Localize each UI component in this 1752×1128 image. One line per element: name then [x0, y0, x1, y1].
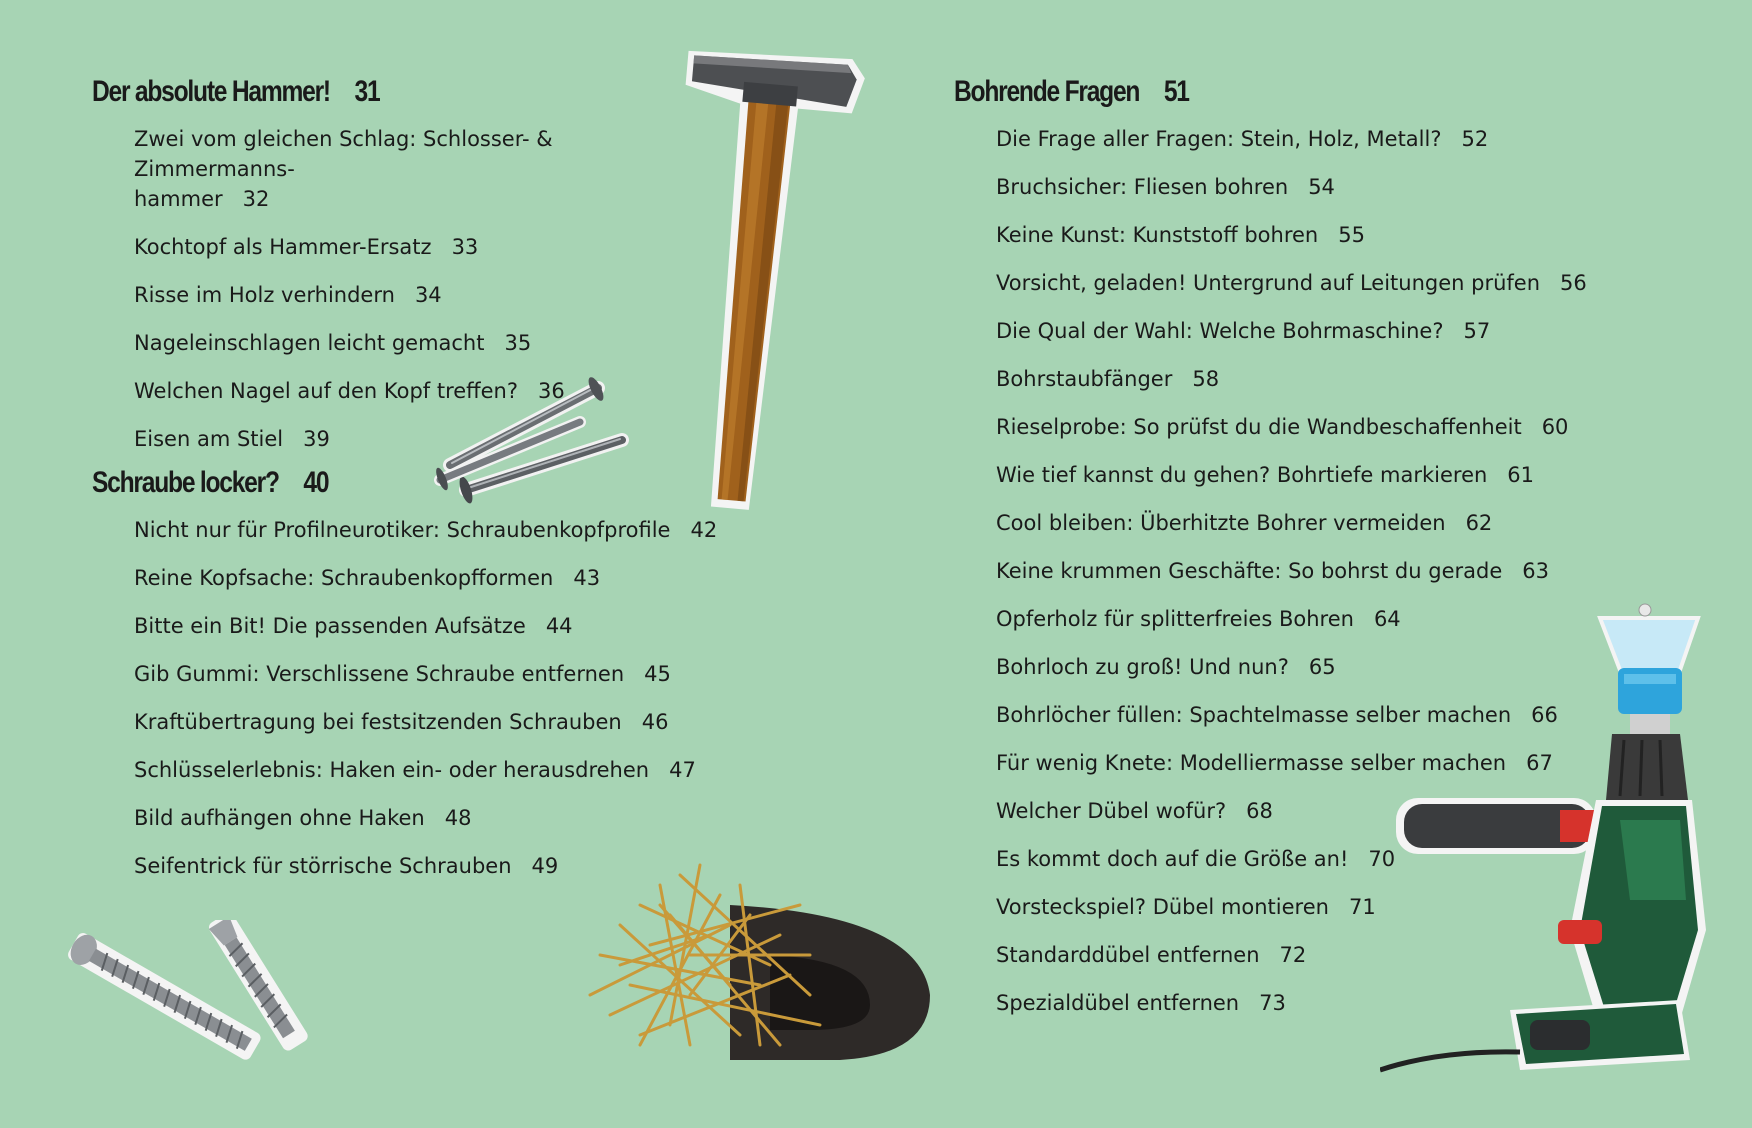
entry-page-number: 43	[573, 566, 601, 590]
entry-page-number: 34	[414, 283, 442, 307]
entry-title: Vorsteckspiel? Dübel montieren	[996, 895, 1329, 919]
entry-page-number: 72	[1279, 943, 1307, 967]
nails-icon	[430, 370, 630, 520]
toc-entry	[996, 172, 1634, 202]
toc-entry	[996, 412, 1634, 442]
entry-page-number: 66	[1531, 703, 1558, 727]
toc-entry	[134, 232, 712, 262]
entry-title: Nageleinschlagen leicht gemacht	[134, 331, 485, 355]
toc-entry	[996, 508, 1634, 538]
toc-entry	[134, 659, 732, 689]
entry-title: Vorsicht, geladen! Untergrund auf Leitungen prüfen	[996, 271, 1541, 295]
entry-page-number: 73	[1259, 991, 1286, 1015]
entry-title: Wie tief kannst du gehen? Bohrtiefe markieren	[996, 463, 1488, 487]
entry-page-number: 35	[504, 331, 532, 355]
entry-title: Opferholz für splitterfreies Bohren	[996, 607, 1354, 631]
entry-title: Keine Kunst: Kunststoff bohren	[996, 223, 1319, 247]
entry-page-number: 71	[1348, 895, 1376, 919]
entry-page-number: 45	[644, 662, 671, 686]
entry-page-number: 42	[690, 518, 718, 542]
entry-page-number: 68	[1246, 799, 1273, 823]
entry-page-number: 44	[545, 614, 573, 638]
entry-title: Standarddübel entfernen	[996, 943, 1260, 967]
entry-page-number: 62	[1465, 511, 1493, 535]
entry-title: Bohrloch zu groß! Und nun?	[996, 655, 1289, 679]
entry-title: Gib Gummi: Verschlissene Schraube entfernen	[134, 662, 625, 686]
toc-entry	[134, 124, 712, 214]
toc-entry	[996, 220, 1634, 250]
toc-entry	[134, 755, 732, 785]
toc-entry	[996, 268, 1634, 298]
entry-title: Bild aufhängen ohne Haken	[134, 806, 425, 830]
entry-page-number: 54	[1308, 175, 1335, 199]
entry-title: Cool bleiben: Überhitzte Bohrer vermeiden	[996, 511, 1446, 535]
screws-icon	[66, 920, 336, 1070]
toc-entry	[996, 364, 1634, 394]
entry-page-number: 58	[1192, 367, 1220, 391]
section-heading	[92, 72, 600, 112]
entry-page-number: 46	[641, 710, 669, 734]
entry-title: Die Qual der Wahl: Welche Bohrmaschine?	[996, 319, 1444, 343]
entry-title: Spezialdübel entfernen	[996, 991, 1240, 1015]
entry-page-number: 57	[1463, 319, 1491, 343]
entry-title: Welchen Nagel auf den Kopf treffen?	[134, 379, 519, 403]
toc-entry	[134, 803, 732, 833]
entry-page-number: 60	[1541, 415, 1569, 439]
entry-page-number: 48	[444, 806, 472, 830]
section-heading	[954, 72, 1512, 112]
section-title: Der absolute Hammer!	[92, 75, 330, 108]
toc-entry	[996, 460, 1634, 490]
entry-page-number: 61	[1507, 463, 1535, 487]
entry-title: Bruchsicher: Fliesen bohren	[996, 175, 1289, 199]
entry-page-number: 67	[1526, 751, 1553, 775]
entry-title: Schlüsselerlebnis: Haken ein- oder herausdrehen	[134, 758, 650, 782]
entry-title: Kraftübertragung bei festsitzenden Schrauben	[134, 710, 622, 734]
entry-page-number: 33	[451, 235, 479, 259]
entry-title: Keine krummen Geschäfte: So bohrst du gerade	[996, 559, 1503, 583]
entry-page-number: 49	[531, 854, 559, 878]
entry-title: Bohrlöcher füllen: Spachtelmasse selber machen	[996, 703, 1512, 727]
nail-pile-magnet-icon	[580, 845, 940, 1075]
entry-page-number: 70	[1368, 847, 1396, 871]
entry-title: Nicht nur für Profilneurotiker: Schraubenkopfprofile	[134, 518, 671, 542]
toc-entry	[996, 556, 1634, 586]
entry-page-number: 65	[1308, 655, 1336, 679]
toc-entry-list	[134, 515, 732, 881]
entry-title: Risse im Holz verhindern	[134, 283, 395, 307]
drill-icon	[1380, 600, 1710, 1090]
entry-title: Die Frage aller Fragen: Stein, Holz, Metall?	[996, 127, 1442, 151]
hammer-icon	[660, 40, 870, 540]
entry-page-number: 63	[1522, 559, 1549, 583]
entry-title: Zwei vom gleichen Schlag: Schlosser- & Zimmermanns- hammer	[134, 127, 553, 211]
entry-title: Welcher Dübel wofür?	[996, 799, 1227, 823]
toc-entry	[996, 124, 1634, 154]
entry-title: Bitte ein Bit! Die passenden Aufsätze	[134, 614, 526, 638]
entry-page-number: 64	[1373, 607, 1401, 631]
section-page-number: 31	[354, 75, 380, 108]
toc-entry	[134, 280, 712, 310]
entry-title: Seifentrick für störrische Schrauben	[134, 854, 512, 878]
entry-title: Kochtopf als Hammer-Ersatz	[134, 235, 432, 259]
entry-title: Für wenig Knete: Modelliermasse selber machen	[996, 751, 1507, 775]
toc-entry	[996, 316, 1634, 346]
entry-title: Eisen am Stiel	[134, 427, 284, 451]
toc-entry	[134, 328, 712, 358]
entry-title: Reine Kopfsache: Schraubenkopfformen	[134, 566, 554, 590]
entry-page-number: 55	[1338, 223, 1365, 247]
entry-page-number: 32	[242, 187, 270, 211]
entry-title: Es kommt doch auf die Größe an!	[996, 847, 1349, 871]
entry-page-number: 56	[1560, 271, 1587, 295]
entry-page-number: 39	[303, 427, 330, 451]
section-page-number: 51	[1163, 75, 1189, 108]
entry-page-number: 36	[538, 379, 565, 403]
section-title: Schraube locker?	[92, 466, 279, 499]
entry-title: Bohrstaubfänger	[996, 367, 1173, 391]
toc-entry	[134, 563, 732, 593]
bottle-dust-catcher-icon	[1600, 604, 1698, 714]
section-title: Bohrende Fragen	[954, 75, 1140, 108]
entry-title: Rieselprobe: So prüfst du die Wandbeschaffenheit	[996, 415, 1522, 439]
entry-page-number: 47	[669, 758, 696, 782]
section-page-number: 40	[303, 466, 329, 499]
toc-entry	[134, 707, 732, 737]
toc-entry	[134, 611, 732, 641]
entry-page-number: 52	[1461, 127, 1489, 151]
toc-section-screws	[92, 463, 732, 899]
